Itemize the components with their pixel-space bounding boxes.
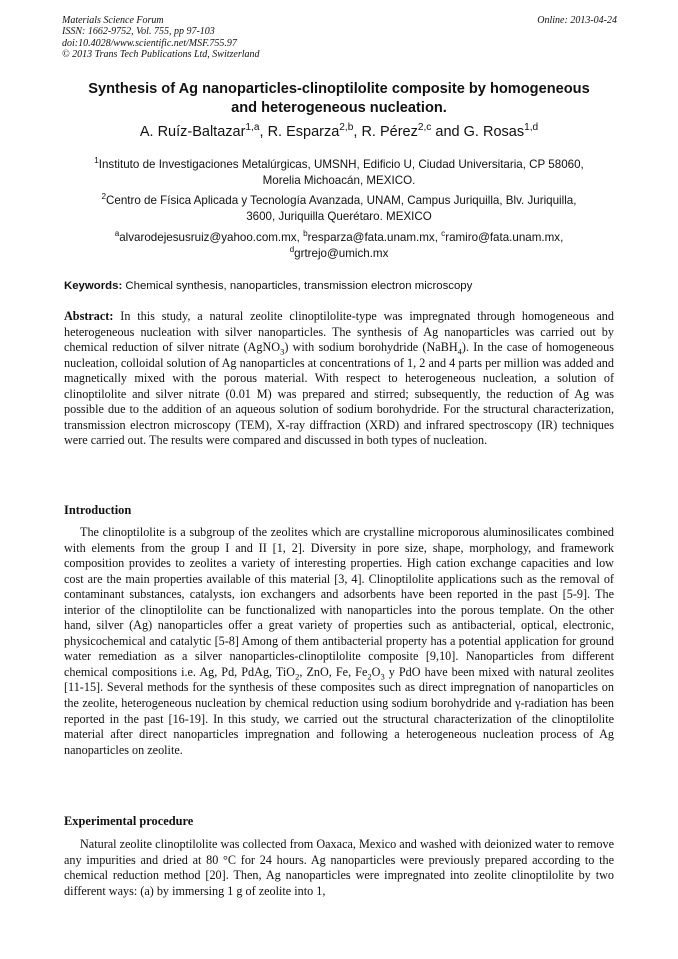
- affiliation-2-num: 2: [101, 192, 107, 202]
- email-a-sup: a: [114, 229, 120, 239]
- author-and: and: [435, 124, 460, 140]
- introduction-paragraph: [64, 525, 614, 758]
- author-4-sup: 1,d: [524, 122, 539, 134]
- email-d[interactable]: grtrejo@umich.mx: [294, 247, 389, 260]
- intro-text-1: The clinoptilolite is a subgroup of the zeolites which are crystalline microporous aluminosilicates combined with elements from the group I and II [1, 2]. Diversity in pore size, shape, morphology, and framework composition provides to zeolites a variety of interesting properties. High cation exchange capacities and low cost are the main properties available of this material [3, 4]. Clinoptilolite applications such as the removal of contaminant substances, catalysts, ion exchangers and adsorbents have been reported in the past [5-9]. The interior of the clinoptilolite can be functionalized with nanoparticles into the porous template. On the other hand, silver (Ag) nanoparticles offer a great variety of properties such as antibacterial, optical, electronic, physicochemical and catalytic [5-8] Among of them antibacterial property has a potential application for ground water remediation as a silver nanoparticles-clinoptilolite composite [9,10]. Nanoparticles from different chemical compositions i.e. Ag, Pd, PdAg, TiO: [64, 525, 614, 679]
- author-1: A. Ruíz-Baltazar: [139, 124, 246, 140]
- journal-doi: doi:10.4028/www.scientific.net/MSF.755.97: [62, 37, 237, 49]
- author-3-sup: 2,c: [417, 122, 432, 134]
- author-2: R. Esparza: [267, 124, 340, 140]
- email-c-sup: c: [441, 229, 446, 239]
- author-4: G. Rosas: [463, 124, 525, 140]
- email-b[interactable]: resparza@fata.unam.mx,: [307, 231, 438, 244]
- author-2-sup: 2,b: [339, 122, 354, 134]
- abstract: [64, 309, 614, 449]
- author-3: R. Pérez: [361, 124, 418, 140]
- intro-sub-1: 2: [295, 671, 300, 682]
- title-line-2: and heterogeneous nucleation.: [231, 100, 447, 116]
- author-1-sup: 1,a: [245, 122, 260, 134]
- email-d-sup: d: [289, 245, 295, 255]
- affiliation-1-line-1: Instituto de Investigaciones Metalúrgicas, UMSNH, Edificio U, Ciudad Universitaria, CP 58060,: [98, 158, 584, 171]
- affiliation-2-line-1: Centro de Física Aplicada y Tecnología Avanzada, UNAM, Campus Juriquilla, Blv. Juriquilla,: [106, 194, 577, 207]
- journal-copyright: © 2013 Trans Tech Publications Ltd, Switzerland: [62, 49, 260, 61]
- abstract-sub-1: 3: [280, 346, 285, 357]
- email-b-sup: b: [303, 229, 308, 239]
- intro-text-4: y PdO have been mixed with natural zeolites [11-15]. Several methods for the synthesis of these composites such as direct impregnation of nanoparticles on the zeolite, heterogeneous nucleation by chemical reduction using sodium borohydride and γ-radiation has been reported in the past [16-19]. In this study, we carried out the structural characterization of the clinoptilolite material after direct nanoparticles impregnation and following a heterogeneous nucleation process of Ag nanoparticles on zeolite.: [64, 664, 614, 757]
- email-c[interactable]: ramiro@fata.unam.mx,: [445, 231, 564, 244]
- affiliation-2: [58, 193, 620, 225]
- journal-header: [62, 15, 617, 61]
- experimental-paragraph: Natural zeolite clinoptilolite was collected from Oaxaca, Mexico and washed with deionized water to remove any impurities and dried at 80 °C for 24 hours. Ag nanoparticles were previously prepared according to the chemical reduction method [20]. Then, Ag nanoparticles were impregnated into zeolite clinoptilolite by two different ways: (a) by immersing 1 g of zeolite into 1,: [64, 837, 614, 898]
- abstract-text-1: In this study, a natural zeolite clinoptilolite-type was impregnated through homogeneous and heterogeneous nucleation with silver nanoparticles. The synthesis of Ag nanoparticles was carried out by chemical reduction of silver nitrate (AgNO: [64, 309, 614, 355]
- affiliation-1-num: 1: [94, 156, 99, 166]
- journal-name: Materials Science Forum: [62, 15, 164, 26]
- intro-text-3: O: [371, 664, 381, 679]
- affiliation-2-line-2: 3600, Juriquilla Querétaro. MEXICO: [246, 210, 432, 223]
- title-line-1: Synthesis of Ag nanoparticles-clinoptilolite composite by homogeneous: [88, 81, 590, 97]
- keywords: [64, 279, 620, 294]
- experimental-heading: Experimental procedure: [64, 814, 194, 828]
- journal-issn: ISSN: 1662-9752, Vol. 755, pp 97-103: [62, 26, 215, 38]
- keywords-label: Keywords:: [64, 280, 123, 292]
- intro-sub-3: 3: [380, 671, 385, 682]
- abstract-sub-2: 4: [457, 346, 462, 357]
- intro-text-2: , ZnO, Fe, Fe: [299, 664, 368, 679]
- keywords-text: Chemical synthesis, nanoparticles, transmission electron microscopy: [125, 280, 473, 292]
- affiliation-1: [58, 157, 620, 189]
- abstract-label: Abstract:: [64, 309, 114, 323]
- online-date: Online: 2013-04-24: [537, 15, 617, 26]
- intro-sub-2: 2: [367, 671, 372, 682]
- email-a[interactable]: alvarodejesusruiz@yahoo.com.mx,: [119, 231, 300, 244]
- author-list: A. Ruíz-Baltazar$^{1,a}$, R. Esparza$^{2,b}$, R. Pérez$^{2,c}$ and G. Rosas$^{1,d}$: [139, 122, 539, 140]
- email-list: [58, 230, 620, 262]
- paper-title: [50, 80, 628, 118]
- introduction-heading: Introduction: [64, 503, 132, 517]
- affiliation-1-line-2: Morelia Michoacán, MEXICO.: [262, 174, 416, 187]
- abstract-text-2: ) with sodium borohydride (NaBH: [284, 340, 458, 355]
- abstract-text-3: ). In the case of homogeneous nucleation, colloidal solution of Ag nanoparticles at concentrations of 1, 2 and 4 parts per million was added and magnetically mixed with the porous material. With respect to heterogeneous nucleation, a solution of clinoptilolite and silver nitrate (0.01 M) was prepared and stirred; subsequently, the reduction of Ag was possible due to the addition of an aqueous solution of sodium borohydride. For the structural characterization, transmission electron microscopy (TEM), X-ray diffraction (XRD) and infrared spectroscopy (IR) techniques were carried out. The results were compared and discussed in both types of nucleation.: [64, 340, 614, 448]
